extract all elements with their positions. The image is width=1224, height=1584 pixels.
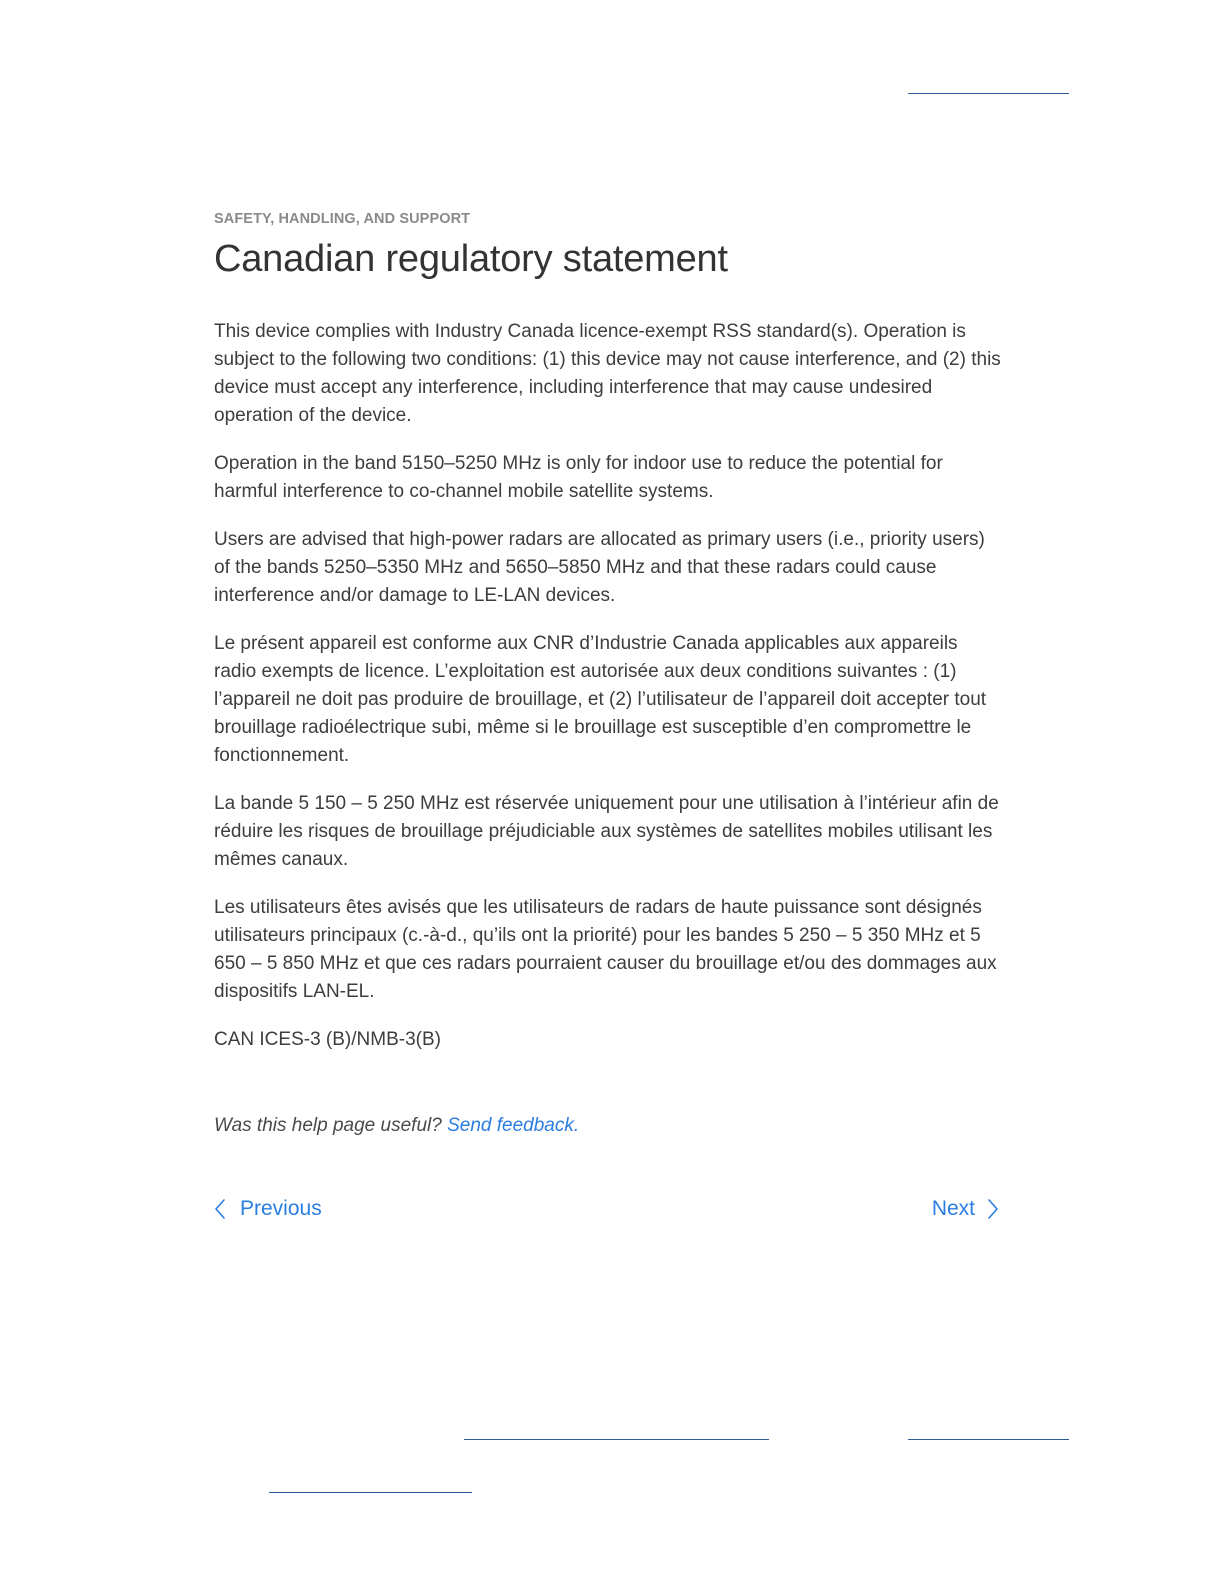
send-feedback-link[interactable]: Send feedback.: [447, 1115, 580, 1136]
chevron-right-icon: [987, 1198, 999, 1220]
previous-link[interactable]: [214, 1194, 322, 1224]
top-right-link-underline[interactable]: [908, 93, 1069, 94]
paragraph-french-compliance: Le présent appareil est conforme aux CNR d’Industrie Canada applicables aux appareils radio exempts de licence. L’exploitation est autorisée aux deux conditions suivantes : (1) l’appareil ne doit pas produire de brouillage, et (2) l’utilisateur de l’appareil doit accepter tout brouillage radioélectrique subi, même si le brouillage est susceptible d’en compromettre le fonctionnement.: [214, 633, 987, 766]
bottom-right-link-underline[interactable]: [908, 1439, 1069, 1440]
section-eyebrow: SAFETY, HANDLING, AND SUPPORT: [214, 211, 471, 227]
page-title: Canadian regulatory statement: [214, 238, 728, 280]
chevron-left-icon: [214, 1198, 226, 1220]
paragraph-english-compliance: This device complies with Industry Canada licence-exempt RSS standard(s). Operation is subject to the following two conditions: (1) this device may not cause interference, and (2) this device must accept any interference, including interference that may cause undesired operation of the device.: [214, 321, 1001, 426]
page-navigation: [214, 1194, 999, 1224]
paragraph-french-radars: Les utilisateurs êtes avisés que les utilisateurs de radars de haute puissance sont désignés utilisateurs principaux (c.-à-d., qu’ils ont la priorité) pour les bandes 5 250 – 5 350 MHz et 5 650 – 5 850 MHz et que ces radars pourraient causer du brouillage et/ou des dommages aux dispositifs LAN-EL.: [214, 897, 997, 1002]
paragraph-english-indoor-band: Operation in the band 5150–5250 MHz is only for indoor use to reduce the potential for harmful interference to co-channel mobile satellite systems.: [214, 453, 943, 502]
feedback-line: [214, 1112, 1004, 1140]
feedback-question: Was this help page useful?: [214, 1115, 442, 1136]
next-link[interactable]: [932, 1194, 999, 1224]
paragraph-ices-label: CAN ICES-3 (B)/NMB-3(B): [214, 1029, 441, 1050]
paragraph-french-indoor-band: La bande 5 150 – 5 250 MHz est réservée uniquement pour une utilisation à l’intérieur afin de réduire les risques de brouillage préjudiciable aux systèmes de satellites mobiles utilisant les mêmes canaux.: [214, 793, 999, 870]
paragraph-english-radars: Users are advised that high-power radars are allocated as primary users (i.e., priority users) of the bands 5250–5350 MHz and 5650–5850 MHz and that these radars could cause interference and/or damage to LE-LAN devices.: [214, 529, 985, 606]
next-label: Next: [931, 1197, 975, 1220]
statement-body: [214, 318, 1004, 1054]
previous-label: Previous: [240, 1197, 322, 1220]
bottom-left-link-underline[interactable]: [269, 1492, 472, 1493]
main-content: [214, 208, 1004, 1140]
bottom-middle-link-underline[interactable]: [464, 1439, 769, 1440]
